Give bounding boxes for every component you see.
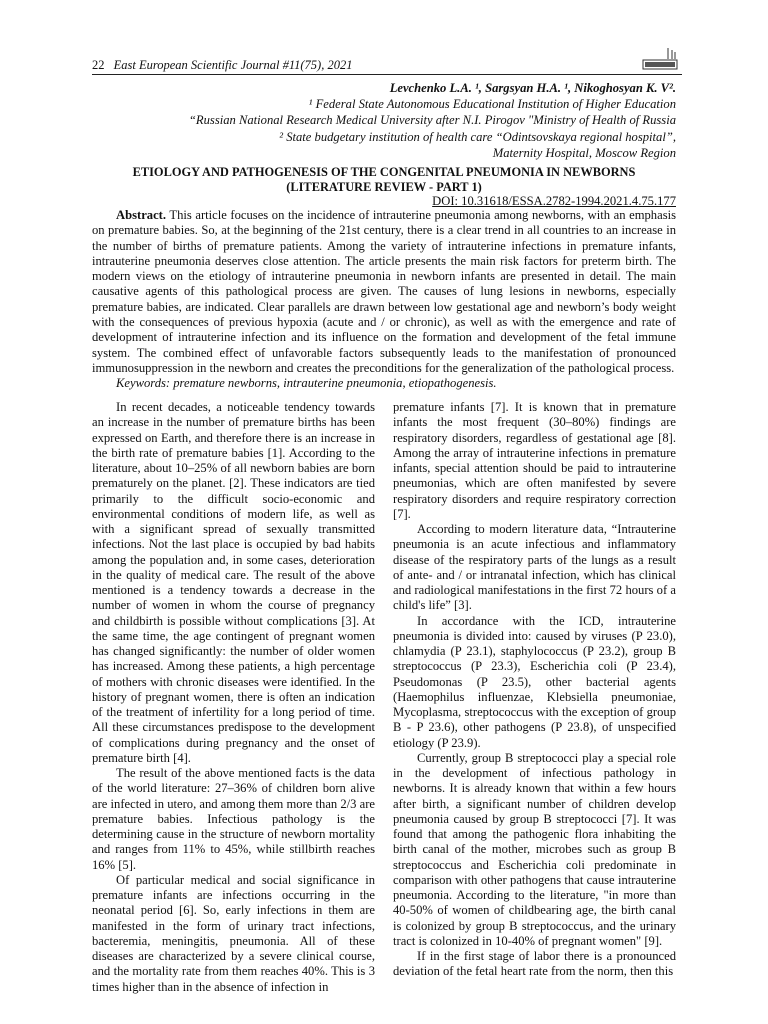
body-paragraph: The result of the above mentioned facts is the data of the world literature: 27–36% of children born alive are infected in utero, and among them more than 2/3 are premature babies. Infectious pathology is the determining cause in the structure of newborn mortality and ranges from 11% to 45%, while stillbirth reaches 16% [5]. (92, 766, 375, 872)
journal-logo-icon (642, 46, 678, 70)
body-paragraph: In accordance with the ICD, intrauterine pneumonia is divided into: caused by viruses (P 23.0), chlamydia (P 23.1), staphylococcus (P 23.2), group B streptococcus (P 23.3), Escherichia coli (P 23.4), Pseudomonas (P 23.5), other bacterial agents (Haemophilus influenzae, Klebsiella pneumoniae, Mycoplasma, streptococcus with the exception of group B - P 23.6), other pathogens (P 23.8), of unspecified etiology (P 23.9). (393, 613, 676, 750)
title-line-2: (LITERATURE REVIEW - PART 1) (286, 180, 482, 194)
left-column (92, 400, 375, 995)
author-names: Levchenko L.A. ¹, Sargsyan H.A. ¹, Nikoghosyan K. V². (389, 81, 676, 95)
doi-link[interactable]: DOI: 10.31618/ESSA.2782-1994.2021.4.75.177 (432, 194, 676, 208)
keywords: Keywords: premature newborns, intrauterine pneumonia, etiopathogenesis. (116, 376, 497, 391)
abstract-text: This article focuses on the incidence of intrauterine pneumonia among newborns, with an emphasis on premature babies. So, at the beginning of the 21st century, there is a clear trend in all countries to an increase in the number of births of premature patients. Among the variety of intrauterine infections in premature infants, intrauterine pneumonia deserves close attention. The article presents the main risk factors for preterm birth. The modern views on the etiology of intrauterine pneumonia in newborn infants are presented in detail. The main causative agents of this pathological process are given. The causes of lung lesions in newborns, especially premature babies, are indicated. Clear parallels are drawn between low gestational age and newborn’s body weight with the consequences of previous hypoxia (acute and / or chronic), as well as with the emergence and rate of development of intrauterine infection and its influence on the formation and development of the fetal immune system. The combined effect of unfavorable factors subsequently leads to the manifestation of pronounced immunosuppression in the newborn and creates the preconditions for the generalization of the pathological process. (92, 208, 676, 375)
right-column (393, 400, 676, 980)
abstract (92, 208, 676, 392)
running-header (92, 58, 682, 73)
paper-title (92, 165, 676, 195)
body-paragraph: If in the first stage of labor there is a pronounced deviation of the fetal heart rate from the norm, then this (393, 949, 676, 979)
affiliation-1-line-1: ¹ Federal State Autonomous Educational Institution of Higher Education (308, 97, 676, 112)
affiliation-1-line-2: “Russian National Research Medical University after N.I. Pirogov "Ministry of Health of Russia (188, 113, 676, 128)
body-paragraph: premature infants [7]. It is known that in premature infants the most frequent (30–80%) findings are respiratory disorders, regardless of gestational age [8]. Among the array of intrauterine infections in premature infants, special attention should be paid to intrauterine pneumonias, which are often manifested by severe respiratory disorders and require respiratory correction [7]. (393, 400, 676, 521)
affiliation-2-line-1: ² State budgetary institution of health care “Odintsovskaya regional hospital”, (279, 129, 676, 144)
header-rule (92, 74, 682, 75)
body-paragraph: According to modern literature data, “Intrauterine pneumonia is an acute infectious and inflammatory disease of the respiratory parts of the lungs as a result of ante- and / or intranatal infection, which has clinical and radiological manifestations in the first 72 hours of a child's life” [3]. (393, 522, 676, 613)
body-paragraph: In recent decades, a noticeable tendency towards an increase in the number of premature births has been expressed on Earth, and therefore there is an increase in the birth rate of premature babies [1]. According to the literature, about 10–25% of all newborn babies are born prematurely on the planet. [2]. These indicators are tied primarily to the difficult socio-economic and environmental conditions of modern life, as well as with a significant spread of sexually transmitted infections. Not the last place is occupied by bad habits among the population and, in some cases, deterioration in the quality of medical care. The result of the above mentioned is a tendency towards a decrease in the number of women in whom the course of pregnancy and childbirth is possible without complications [3]. At the same time, the age contingent of pregnant women has changed significantly: the number of older women has increased. Among these patients, a high percentage of mothers with chronic diseases were identified. In the history of pregnant women, there is often an indication of the treatment of infertility for a long period of time. All these circumstances predispose to the development of complications during pregnancy and the onset of premature birth [4]. (92, 400, 375, 765)
body-paragraph: Of particular medical and social significance in premature infants are infections occurring in the neonatal period [6]. So, early infections in them are manifested in the form of urinary tract infections, bacteremia, meningitis, pneumonia. All of these diseases are characterized by a severe clinical course, and the mortality rate from them reaches 40%. This is 3 times higher than in the absence of infection in (92, 872, 375, 994)
authors-block (76, 80, 676, 161)
affiliation-2-line-2: Maternity Hospital, Moscow Region (492, 145, 676, 160)
abstract-paragraph (92, 208, 676, 376)
abstract-label: Abstract. (116, 208, 167, 222)
body-paragraph: Currently, group B streptococci play a special role in the development of infectious pathology in newborns. It is already known that within a few hours after birth, a significant number of children develop pneumonia caused by group B streptococci [7]. It was found that among the pathogenic flora inhabiting the birth canal of the mother, microbes such as group B streptococcus and Escherichia coli predominate in comparison with other pathogens that cause intrauterine pneumonia. According to the literature, "in more than 40-50% of women of childbearing age, the birth canal is colonized by group B streptococcus, and the urinary tract is colonized in 10-40% of pregnant women" [9]. (393, 750, 676, 948)
page-number: 22 (92, 58, 105, 72)
journal-title: East European Scientific Journal #11(75), 2021 (113, 58, 353, 72)
title-line-1: ETIOLOGY AND PATHOGENESIS OF THE CONGENITAL PNEUMONIA IN NEWBORNS (132, 165, 636, 179)
